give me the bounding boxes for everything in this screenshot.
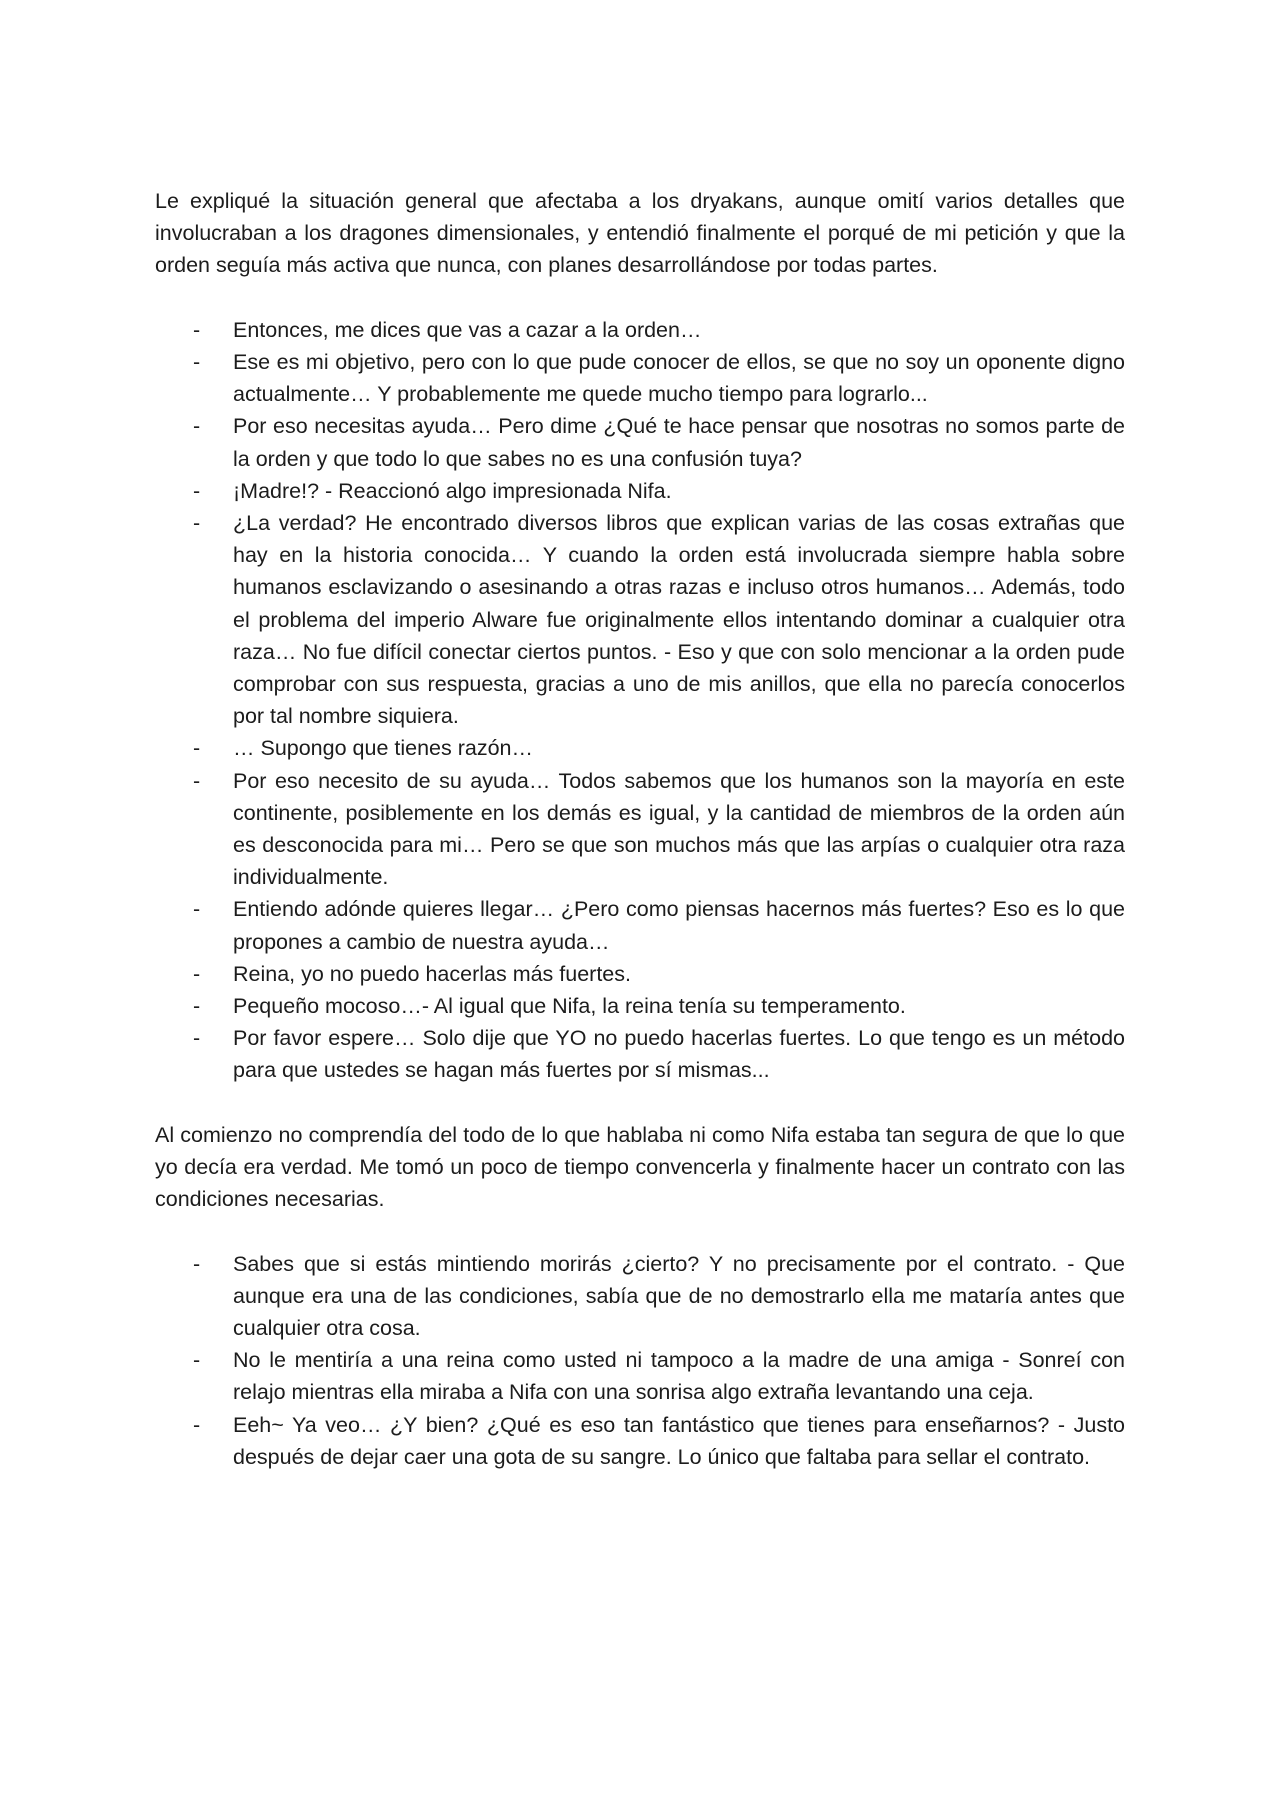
dash-marker: - — [193, 1251, 201, 1276]
dialogue-text: No le mentiría a una reina como usted ni tampoco a la madre de una amiga - Sonreí con relajo mientras ella miraba a Nifa con una sonrisa algo extraña levantando una ceja. — [233, 1348, 1125, 1405]
dialogue-line — [155, 990, 1125, 1022]
dash-marker: - — [193, 768, 201, 793]
dash-marker: - — [193, 1412, 201, 1437]
dialogue-line — [155, 475, 1125, 507]
narrative-paragraph-2: Al comienzo no comprendía del todo de lo que hablaba ni como Nifa estaba tan segura de que lo que yo decía era verdad. Me tomó un poco de tiempo convencerla y finalmente hacer un contrato con las condiciones necesarias. — [155, 1122, 1125, 1212]
dialogue-line — [155, 765, 1125, 894]
dialogue-text: Reina, yo no puedo hacerlas más fuertes. — [233, 961, 631, 986]
dialogue-line — [155, 346, 1125, 410]
dialogue-line — [155, 507, 1125, 732]
dialogue-line — [155, 732, 1125, 764]
dialogue-line — [155, 893, 1125, 957]
document-page — [155, 185, 1125, 1473]
narrative-paragraph-1: Le expliqué la situación general que afectaba a los dryakans, aunque omití varios detalles que involucraban a los dragones dimensionales, y entendió finalmente el porqué de mi petición y que la orden seguía más activa que nunca, con planes desarrollándose por todas partes. — [155, 189, 1125, 278]
dialogue-line — [155, 1344, 1125, 1408]
dialogue-text: ¿La verdad? He encontrado diversos libros que explican varias de las cosas extrañas que hay en la historia conocida… Y cuando la orden está involucrada siempre habla sobre humanos esclavizando o asesinando a otras razas e incluso otros humanos… Además, todo el problema del imperio Alware fue originalmente ellos intentando dominar a cualquier otra raza… No fue difícil conectar ciertos puntos. - Eso y que con solo mencionar a la orden pude comprobar con sus respuesta, gracias a uno de mis anillos, que ella no parecía conocerlos por tal nombre siquiera. — [233, 511, 1125, 729]
dialogue-text: Por favor espere… Solo dije que YO no puedo hacerlas fuertes. Lo que tengo es un método para que ustedes se hagan más fuertes por sí mismas... — [233, 1026, 1125, 1083]
dialogue-text: Por eso necesitas ayuda… Pero dime ¿Qué te hace pensar que nosotras no somos parte de la orden y que todo lo que sabes no es una confusión tuya? — [233, 414, 1125, 471]
dialogue-line — [155, 1248, 1125, 1345]
dash-marker: - — [193, 478, 201, 503]
dash-marker: - — [193, 1348, 201, 1373]
dialogue-text: Entonces, me dices que vas a cazar a la orden… — [233, 317, 702, 342]
dialogue-text: Sabes que si estás mintiendo morirás ¿cierto? Y no precisamente por el contrato. - Que aunque era una de las condiciones, sabía que de no demostrarlo ella me mataría antes que cualquier otra cosa. — [233, 1251, 1125, 1341]
paragraph-spacer — [155, 1215, 1125, 1247]
dialogue-line — [155, 958, 1125, 990]
dialogue-text: Ese es mi objetivo, pero con lo que pude conocer de ellos, se que no soy un oponente digno actualmente… Y probablemente me quede mucho tiempo para lograrlo... — [233, 350, 1125, 407]
dialogue-line — [155, 314, 1125, 346]
dialogue-line — [155, 1409, 1125, 1473]
dialogue-line — [155, 1022, 1125, 1086]
dash-marker: - — [193, 350, 201, 374]
dialogue-text: Entiendo adónde quieres llegar… ¿Pero como piensas hacernos más fuertes? Eso es lo que propones a cambio de nuestra ayuda… — [233, 897, 1125, 954]
dialogue-text: Pequeño mocoso…- Al igual que Nifa, la reina tenía su temperamento. — [233, 994, 906, 1019]
dash-marker: - — [193, 1026, 201, 1051]
dash-marker: - — [193, 736, 201, 761]
dialogue-text: ¡Madre!? - Reaccionó algo impresionada Nifa. — [233, 478, 672, 503]
dialogue-text: Por eso necesito de su ayuda… Todos sabemos que los humanos son la mayoría en este continente, posiblemente en los demás es igual, y la cantidad de miembros de la orden aún es desconocida para mi… Pero se que son muchos más que las arpías o cualquier otra raza individualmente. — [233, 768, 1125, 890]
dialogue-text: … Supongo que tienes razón… — [233, 736, 534, 761]
dialogue-list-1 — [155, 314, 1125, 1087]
paragraph-spacer — [155, 1087, 1125, 1119]
dash-marker: - — [193, 317, 201, 342]
dash-marker: - — [193, 961, 201, 986]
paragraph-spacer — [155, 282, 1125, 314]
dash-marker: - — [193, 414, 201, 439]
dialogue-line — [155, 410, 1125, 474]
dash-marker: - — [193, 994, 201, 1019]
dash-marker: - — [193, 511, 201, 536]
dialogue-text: Eeh~ Ya veo… ¿Y bien? ¿Qué es eso tan fantástico que tienes para enseñarnos? - Justo después de dejar caer una gota de su sangre. Lo único que faltaba para sellar el contrato. — [233, 1412, 1125, 1469]
dash-marker: - — [193, 897, 201, 922]
dialogue-list-2 — [155, 1248, 1125, 1473]
